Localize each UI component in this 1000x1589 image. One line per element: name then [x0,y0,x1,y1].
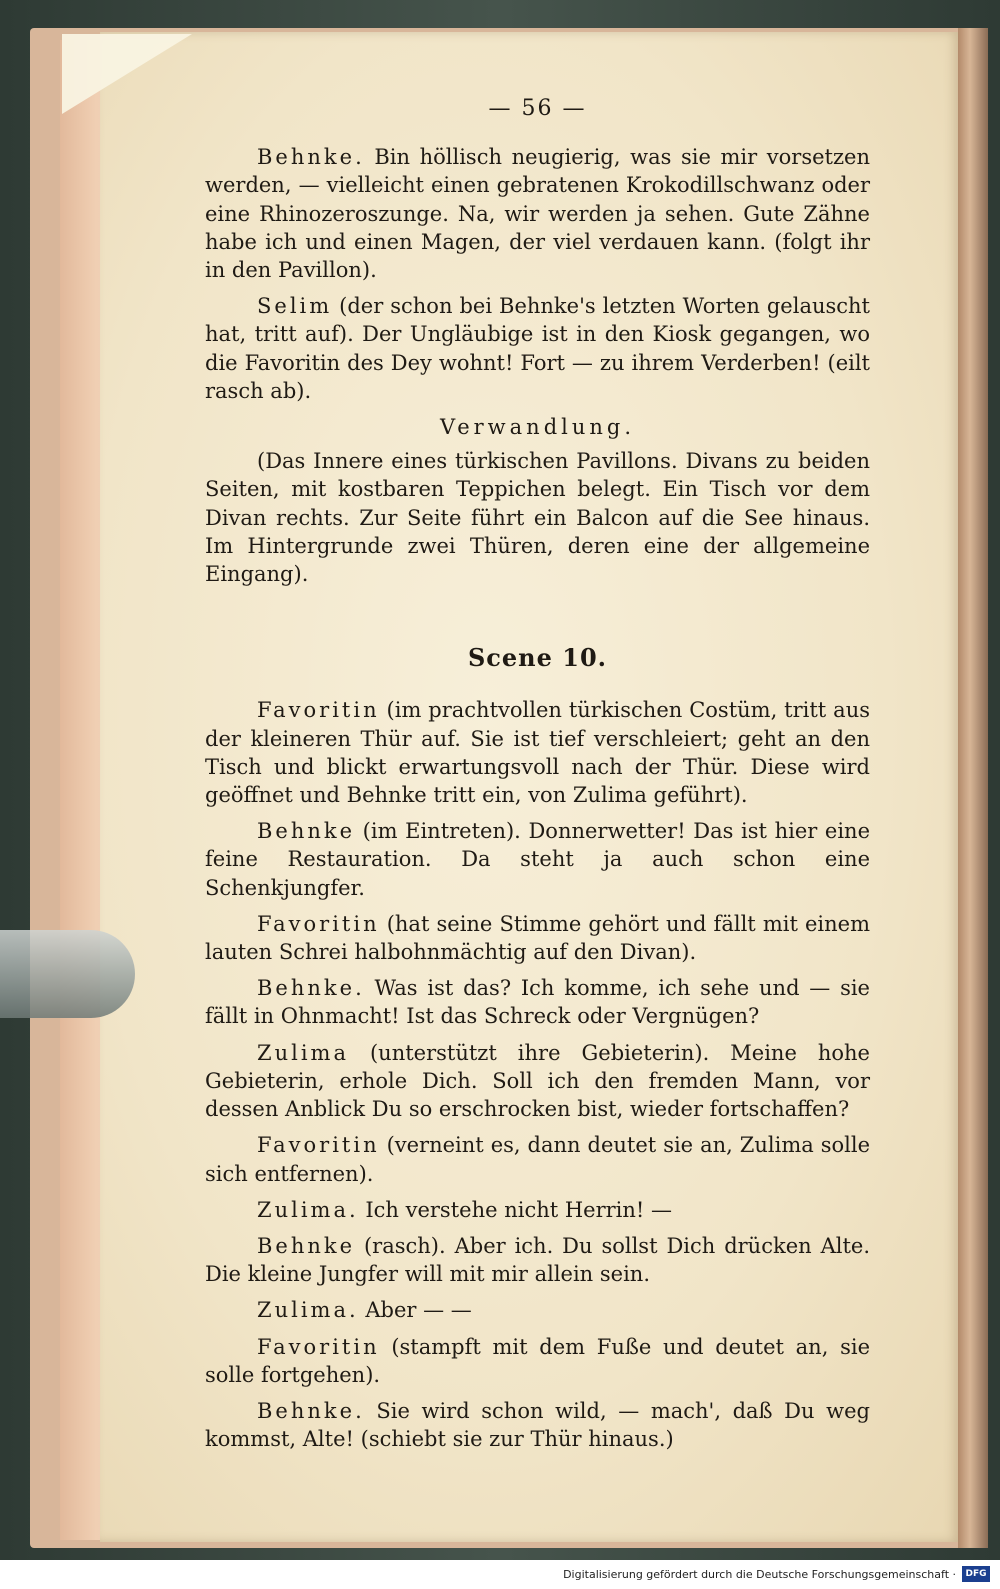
paragraph-text: (im Eintreten). Donnerwetter! Das ist hier eine feine Restauration. Da steht ja auch schon eine Schenkjungfer. [205,819,870,900]
paragraph-text: Bin höllisch neugierig, was sie mir vorsetzen werden, — vielleicht einen gebratenen Krokodillschwanz oder eine Rhinozeroszunge. Na, wir werden ja sehen. Gute Zähne habe ich und einen Magen, der viel verdauen kann. (folgt ihr in den Pavillon). [205,145,870,283]
speaker-name: Selim [257,294,333,319]
paragraph-text: (im prachtvollen türkischen Costüm, tritt aus der kleineren Thür auf. Sie ist tief verschleiert; geht an den Tisch und blickt erwartungsvoll nach der Thür. Diese wird geöffnet und Behnke tritt ein, von Zulima geführt). [205,698,870,808]
paragraph-text: Was ist das? Ich komme, ich sehe und — sie fällt in Ohnmacht! Ist das Schreck oder Vergnügen? [205,976,870,1029]
stage-direction: (Das Innere eines türkischen Pavillons. Divans zu beiden Seiten, mit kostbaren Teppichen belegt. Ein Tisch vor dem Divan rechts. Zur Seite führt ein Balcon auf die See hinaus. Im Hintergrunde zwei Thüren, deren eine der allgemeine Eingang). [205,449,870,587]
page-text [205,95,870,1461]
paragraph-1 [205,143,870,284]
speaker-name: Zulima. [257,1197,359,1222]
speaker-name: Favoritin [257,911,380,936]
speaker-name: Behnke. [257,976,365,1001]
paragraph-2 [205,292,870,405]
speaker-name: Behnke [257,819,356,844]
paragraph-text: (hat seine Stimme gehört und fällt mit einem lauten Schrei halbohnmächtig auf den Divan). [205,911,870,965]
funding-credit: Digitalisierung gefördert durch die Deutsche Forschungsgemeinschaft · [563,1568,956,1581]
paragraph-text: Sie wird schon wild, — mach', daß Du weg kommst, Alte! (schiebt sie zur Thür hinaus.) [205,1398,870,1452]
footer-bar [0,1560,1000,1589]
scene-paragraph-8 [205,1232,870,1288]
scene-paragraph-3 [205,910,870,966]
paragraph-text: Aber — — [358,1298,472,1323]
speaker-name: Favoritin [257,1133,380,1158]
spine-edge [958,28,988,1548]
scene-paragraph-1 [205,696,870,809]
scene-paragraph-5 [205,1039,870,1124]
page-number: — 56 — [488,96,587,121]
paragraph-text: (unterstützt ihre Gebieterin). Meine hohe Gebieterin, erhole Dich. Soll ich den fremden Mann, vor dessen Anblick Du so erschrocken bist, wieder fortschaffen? [205,1040,870,1122]
paragraph-text: (rasch). Aber ich. Du sollst Dich drücken Alte. Die kleine Jungfer will mit mir allein sein. [205,1233,870,1287]
page-clamp [0,930,135,1018]
paragraph-text: (stampft mit dem Fuße und deutet an, sie solle fortgehen). [205,1334,870,1387]
speaker-name: Behnke. [257,145,365,170]
scene-heading: Scene 10. [467,643,608,673]
speaker-name: Zulima [257,1040,349,1065]
scene-paragraph-11 [205,1397,870,1453]
dfg-logo-icon: DFG [962,1566,990,1582]
paragraph-text: Ich verstehe nicht Herrin! — [358,1197,673,1222]
scene-paragraph-9 [205,1296,870,1324]
scene-paragraph-2 [205,817,870,902]
scene-paragraph-4 [205,974,870,1030]
paragraph-text: (verneint es, dann deutet sie an, Zulima solle sich entfernen). [205,1133,870,1186]
speaker-name: Favoritin [257,698,380,723]
speaker-name: Behnke [257,1233,356,1258]
scene-paragraph-7 [205,1196,870,1224]
transformation-heading: Verwandlung. [439,415,636,440]
folded-corner [62,34,192,114]
scene-paragraph-10 [205,1333,870,1389]
speaker-name: Favoritin [257,1334,380,1359]
scene-paragraph-6 [205,1131,870,1187]
speaker-name: Behnke. [257,1398,365,1423]
paragraph-text: (der schon bei Behnke's letzten Worten gelauscht hat, tritt auf). Der Ungläubige ist in den Kiosk gegangen, wo die Favoritin des Dey wohnt! Fort — zu ihrem Verderben! (eilt rasch ab). [205,294,870,403]
speaker-name: Zulima. [257,1298,359,1323]
